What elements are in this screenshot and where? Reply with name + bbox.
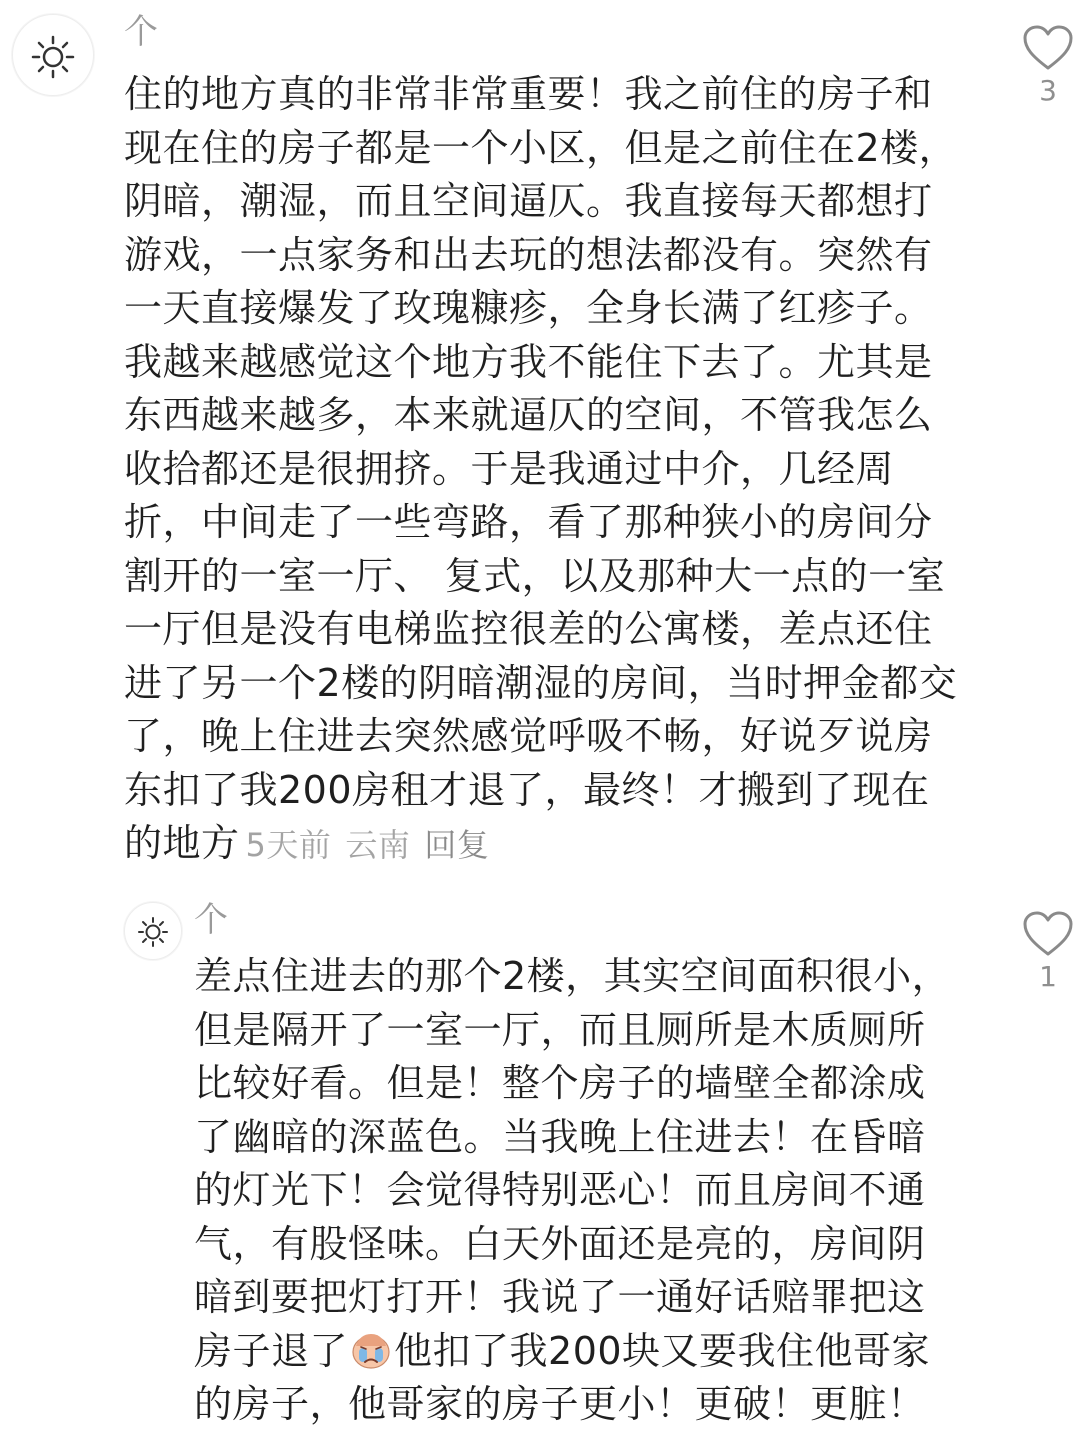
comment-body: 住的地方真的非常非常重要！我之前住的房子和现在住的房子都是一个小区，但是之前住在2楼，阴暗，潮湿，而且空间逼仄。我直接每天都想打游戏，一点家务和出去玩的想法都没有。突然有一天直接爆发了玫瑰糠疹，全身长满了红疹子。我越来越感觉这个地方我不能住下去了。尤其是东西越来越多，本来就逼仄的空间，不管我怎么收拾都还是很拥挤。于是我通过中介，几经周折，中间走了一些弯路，看了那种狭小的房间分割开的一室一厅、 复式，以及那种大一点的一室一厅但是没有电梯监控很差的公寓楼，差点还住进了另一个2楼的阴暗潮湿的房间，当时押金都交了，晚上住进去突然感觉呼吸不畅，好说歹说房东扣了我200房租才退了，最终！才搬到了现在的地方 [124, 72, 958, 865]
like-count: 1 [1039, 960, 1057, 993]
avatar[interactable] [12, 14, 94, 96]
reply-button[interactable]: 回复 [424, 826, 490, 864]
comment-text [194, 950, 954, 1432]
comment-body-part2: 他扣了我200块又要我住他哥家的房子，他哥家的房子更小！更破！更脏！ [194, 1328, 931, 1426]
avatar[interactable] [124, 902, 182, 960]
bottom-fade [0, 1432, 1080, 1440]
heart-icon [1022, 910, 1074, 958]
heart-icon [1022, 24, 1074, 72]
comment-text [124, 68, 964, 873]
username[interactable]: 个 [124, 12, 158, 52]
comment-location: 云南 [345, 826, 411, 864]
comment-time: 5天前 [245, 826, 332, 864]
crying-face-emoji-icon [350, 1330, 392, 1370]
comment-body-part1: 差点住进去的那个2楼，其实空间面积很小，但是隔开了一室一厅，而且厕所是木质厕所比较好看。但是！整个房子的墙壁全都涂成了幽暗的深蓝色。当我晚上住进去！在昏暗的灯光下！会觉得特别恶心！而且房间不通气，有股怪味。白天外面还是亮的，房间阴暗到要把灯打开！我说了一通好话赔罪把这房子退了 [194, 954, 951, 1373]
like-count: 3 [1039, 74, 1057, 107]
like-button[interactable] [1013, 24, 1080, 107]
username[interactable]: 个 [194, 900, 228, 940]
sun-icon [125, 903, 181, 959]
sun-icon [13, 15, 93, 95]
comment-meta [246, 826, 504, 864]
like-button[interactable] [1013, 910, 1080, 993]
